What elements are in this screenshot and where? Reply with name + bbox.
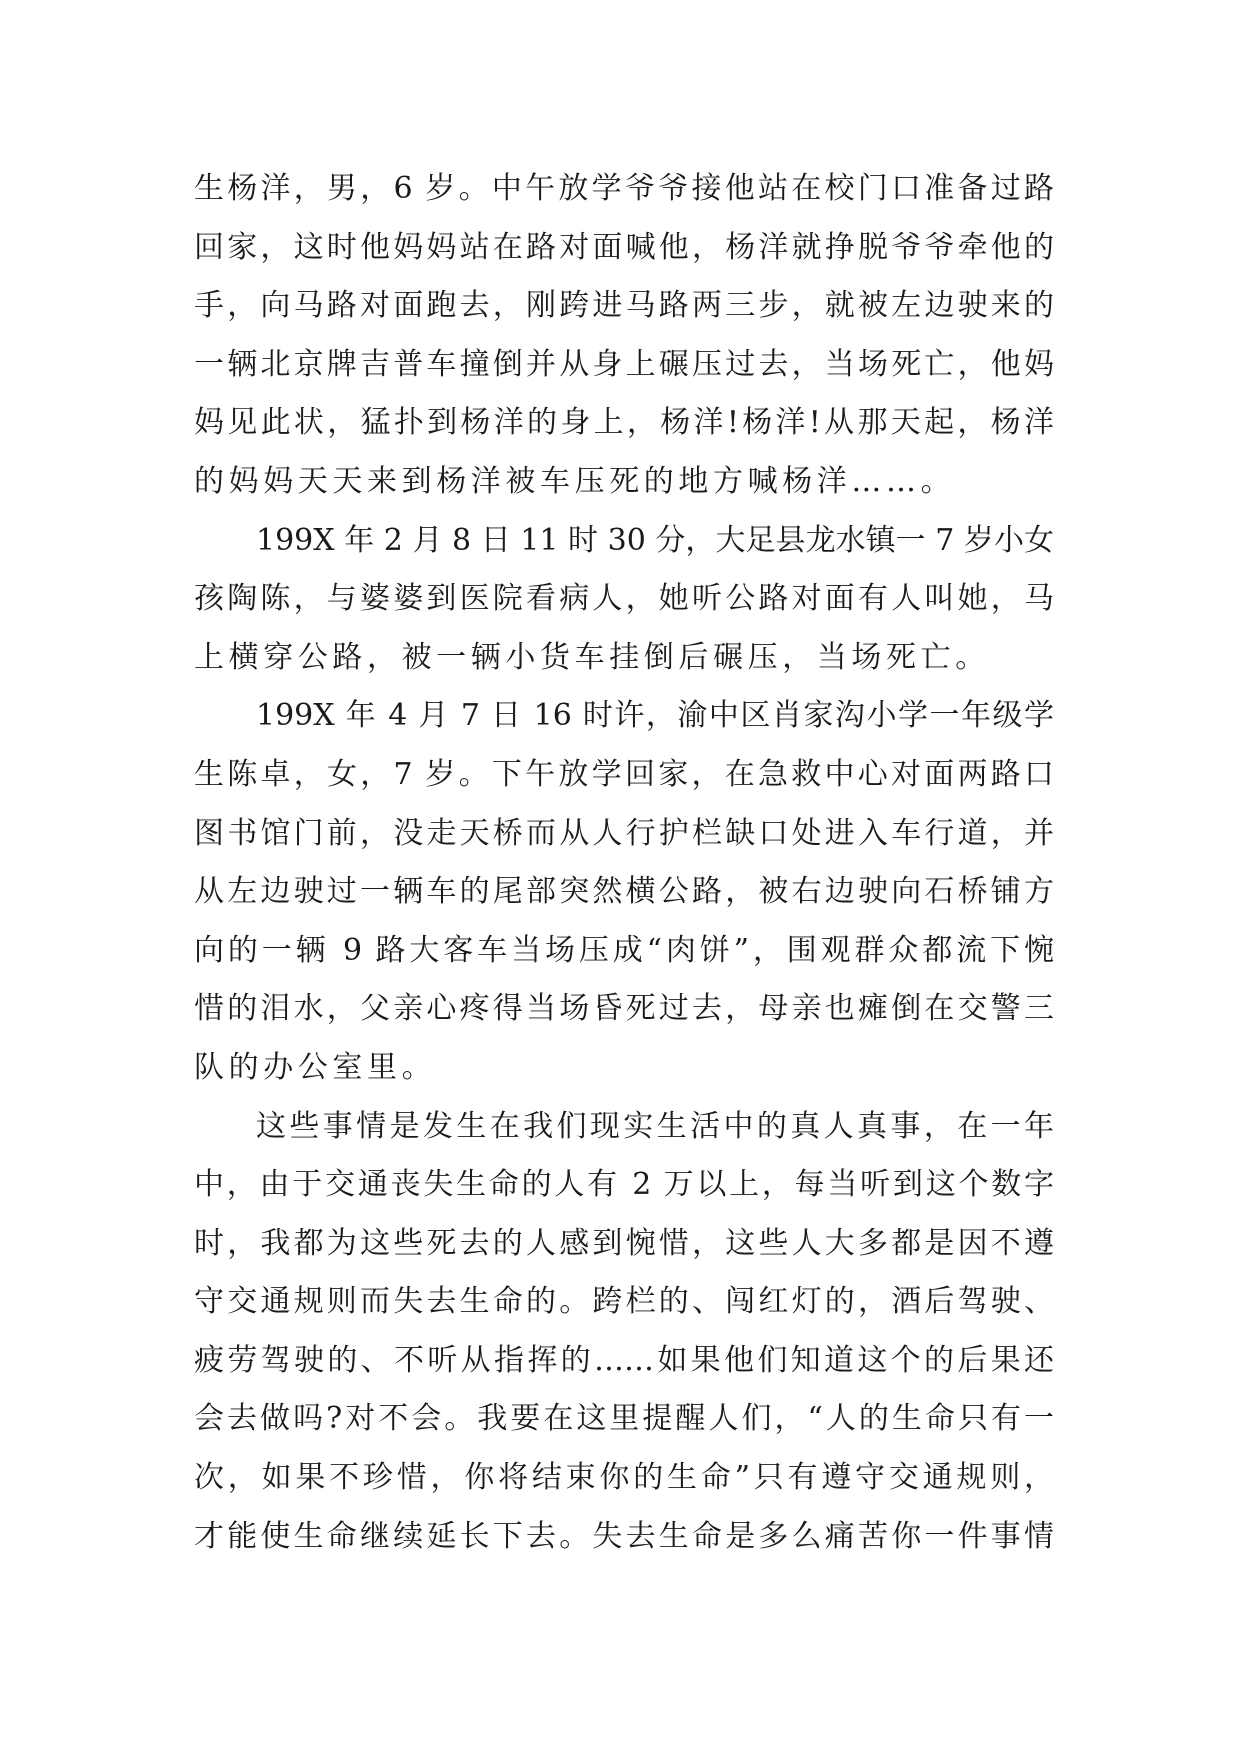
paragraph-first-line: 199X 年 4 月 7 日 16 时许，渝中区肖家沟小学一年级学 [256,698,1054,734]
text-line: 才能使生命继续延长下去。失去生命是多么痛苦你一件事情 [194,1518,1054,1554]
document-body [194,160,1054,1566]
text-line: 手，向马路对面跑去，刚跨进马路两三步，就被左边驶来的 [194,288,1054,324]
text-line: 守交通规则而失去生命的。跨栏的、闯红灯的，酒后驾驶、 [194,1284,1054,1320]
text-line: 妈见此状，猛扑到杨洋的身上，杨洋!杨洋!从那天起，杨洋 [194,405,1054,441]
text-line: 从左边驶过一辆车的尾部突然横公路，被右边驶向石桥铺方 [194,874,1054,910]
text-line: 生杨洋，男，6 岁。中午放学爷爷接他站在校门口准备过路 [194,171,1054,206]
text-line: 的妈妈天天来到杨洋被车压死的地方喊杨洋……。 [194,463,956,499]
text-line: 疲劳驾驶的、不听从指挥的……如果他们知道这个的后果还 [194,1342,1054,1378]
text-line: 队的办公室里。 [194,1049,437,1085]
text-line: 生陈卓，女，7 岁。下午放学回家，在急救中心对面两路口 [194,756,1054,792]
text-line: 上横穿公路，被一辆小货车挂倒后碾压，当场死亡。 [194,639,990,675]
text-line: 惜的泪水，父亲心疼得当场昏死过去，母亲也瘫倒在交警三 [194,991,1054,1027]
text-line: 一辆北京牌吉普车撞倒并从身上碾压过去，当场死亡，他妈 [194,346,1054,382]
text-line: 中，由于交通丧失生命的人有 2 万以上，每当听到这个数字 [194,1167,1054,1203]
text-line: 时，我都为这些死去的人感到惋惜，这些人大多都是因不遵 [194,1225,1054,1261]
text-line: 图书馆门前，没走天桥而从人行护栏缺口处进入车行道，并 [194,815,1054,851]
text-line: 回家，这时他妈妈站在路对面喊他，杨洋就挣脱爷爷牵他的 [194,229,1054,265]
paragraph-first-line: 这些事情是发生在我们现实生活中的真人真事，在一年 [256,1108,1054,1144]
text-line: 次，如果不珍惜，你将结束你的生命”只有遵守交通规则， [194,1460,1054,1496]
text-line: 孩陶陈，与婆婆到医院看病人，她听公路对面有人叫她，马 [194,581,1054,617]
text-line: 向的一辆 9 路大客车当场压成“肉饼”，围观群众都流下惋 [194,932,1054,968]
paragraph-first-line: 199X 年 2 月 8 日 11 时 30 分，大足县龙水镇一 7 岁小女 [256,522,1054,558]
text-line: 会去做吗?对不会。我要在这里提醒人们，“人的生命只有一 [194,1401,1054,1437]
